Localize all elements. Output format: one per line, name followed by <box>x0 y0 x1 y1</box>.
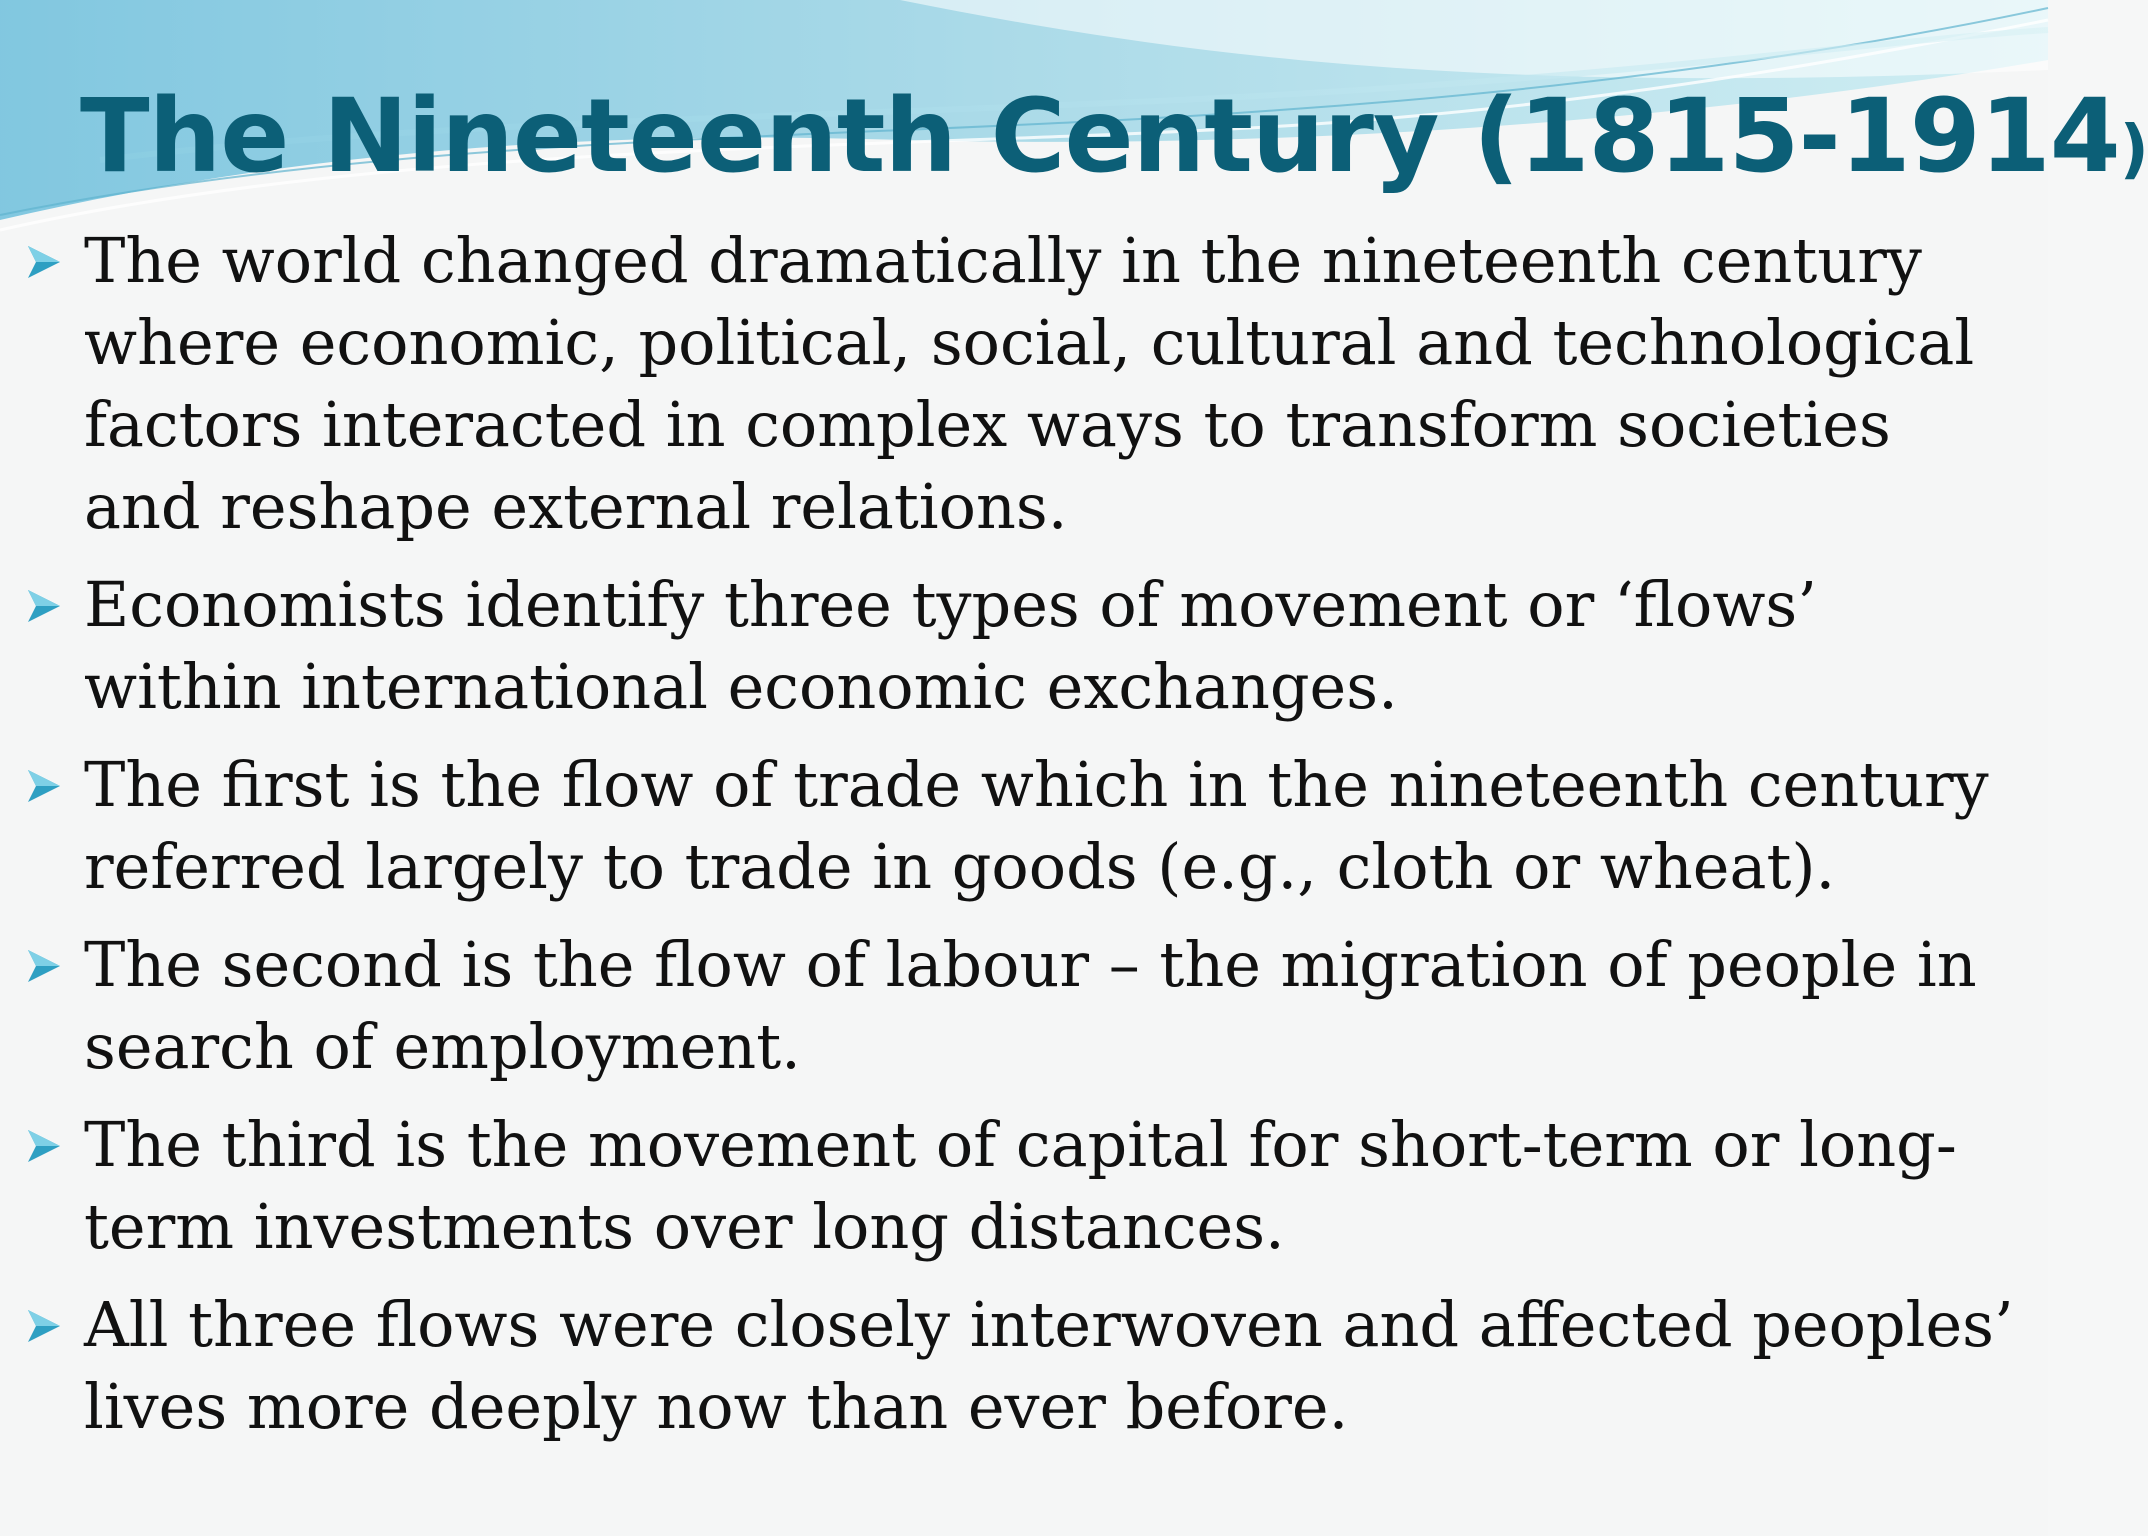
arrow-bullet-icon <box>24 586 64 626</box>
slide-title-main: The Nineteenth Century (1815-1914 <box>80 77 2120 196</box>
bullet-list <box>24 220 2014 1464</box>
bullet-text: The second is the flow of labour – the migration of people in search of employment. <box>84 928 1977 1083</box>
arrow-bullet-icon <box>24 1306 64 1346</box>
bullet-item <box>24 1284 2014 1448</box>
bullet-item <box>24 924 2014 1088</box>
bullet-text: The world changed dramatically in the nineteenth century where economic, political, social, cultural and technological factors interacted in complex ways to transform societies and reshape external relations. <box>84 224 1975 543</box>
bullet-item <box>24 220 2014 548</box>
bullet-text: Economists identify three types of movement or ‘flows’ within international economic exchanges. <box>84 568 1817 723</box>
bullet-item <box>24 744 2014 908</box>
bullet-item <box>24 1104 2014 1268</box>
slide-title <box>80 72 2148 215</box>
bullet-text: The third is the movement of capital for short-term or long-term investments over long distances. <box>84 1108 1957 1263</box>
bullet-text: All three flows were closely interwoven and affected peoples’ lives more deeply now than ever before. <box>84 1288 2014 1443</box>
bullet-item <box>24 564 2014 728</box>
arrow-bullet-icon <box>24 1126 64 1166</box>
arrow-bullet-icon <box>24 766 64 806</box>
arrow-bullet-icon <box>24 242 64 282</box>
bullet-text: The first is the flow of trade which in the nineteenth century referred largely to trade in goods (e.g., cloth or wheat). <box>84 748 1989 903</box>
arrow-bullet-icon <box>24 946 64 986</box>
slide-title-paren: ) <box>2119 113 2148 187</box>
